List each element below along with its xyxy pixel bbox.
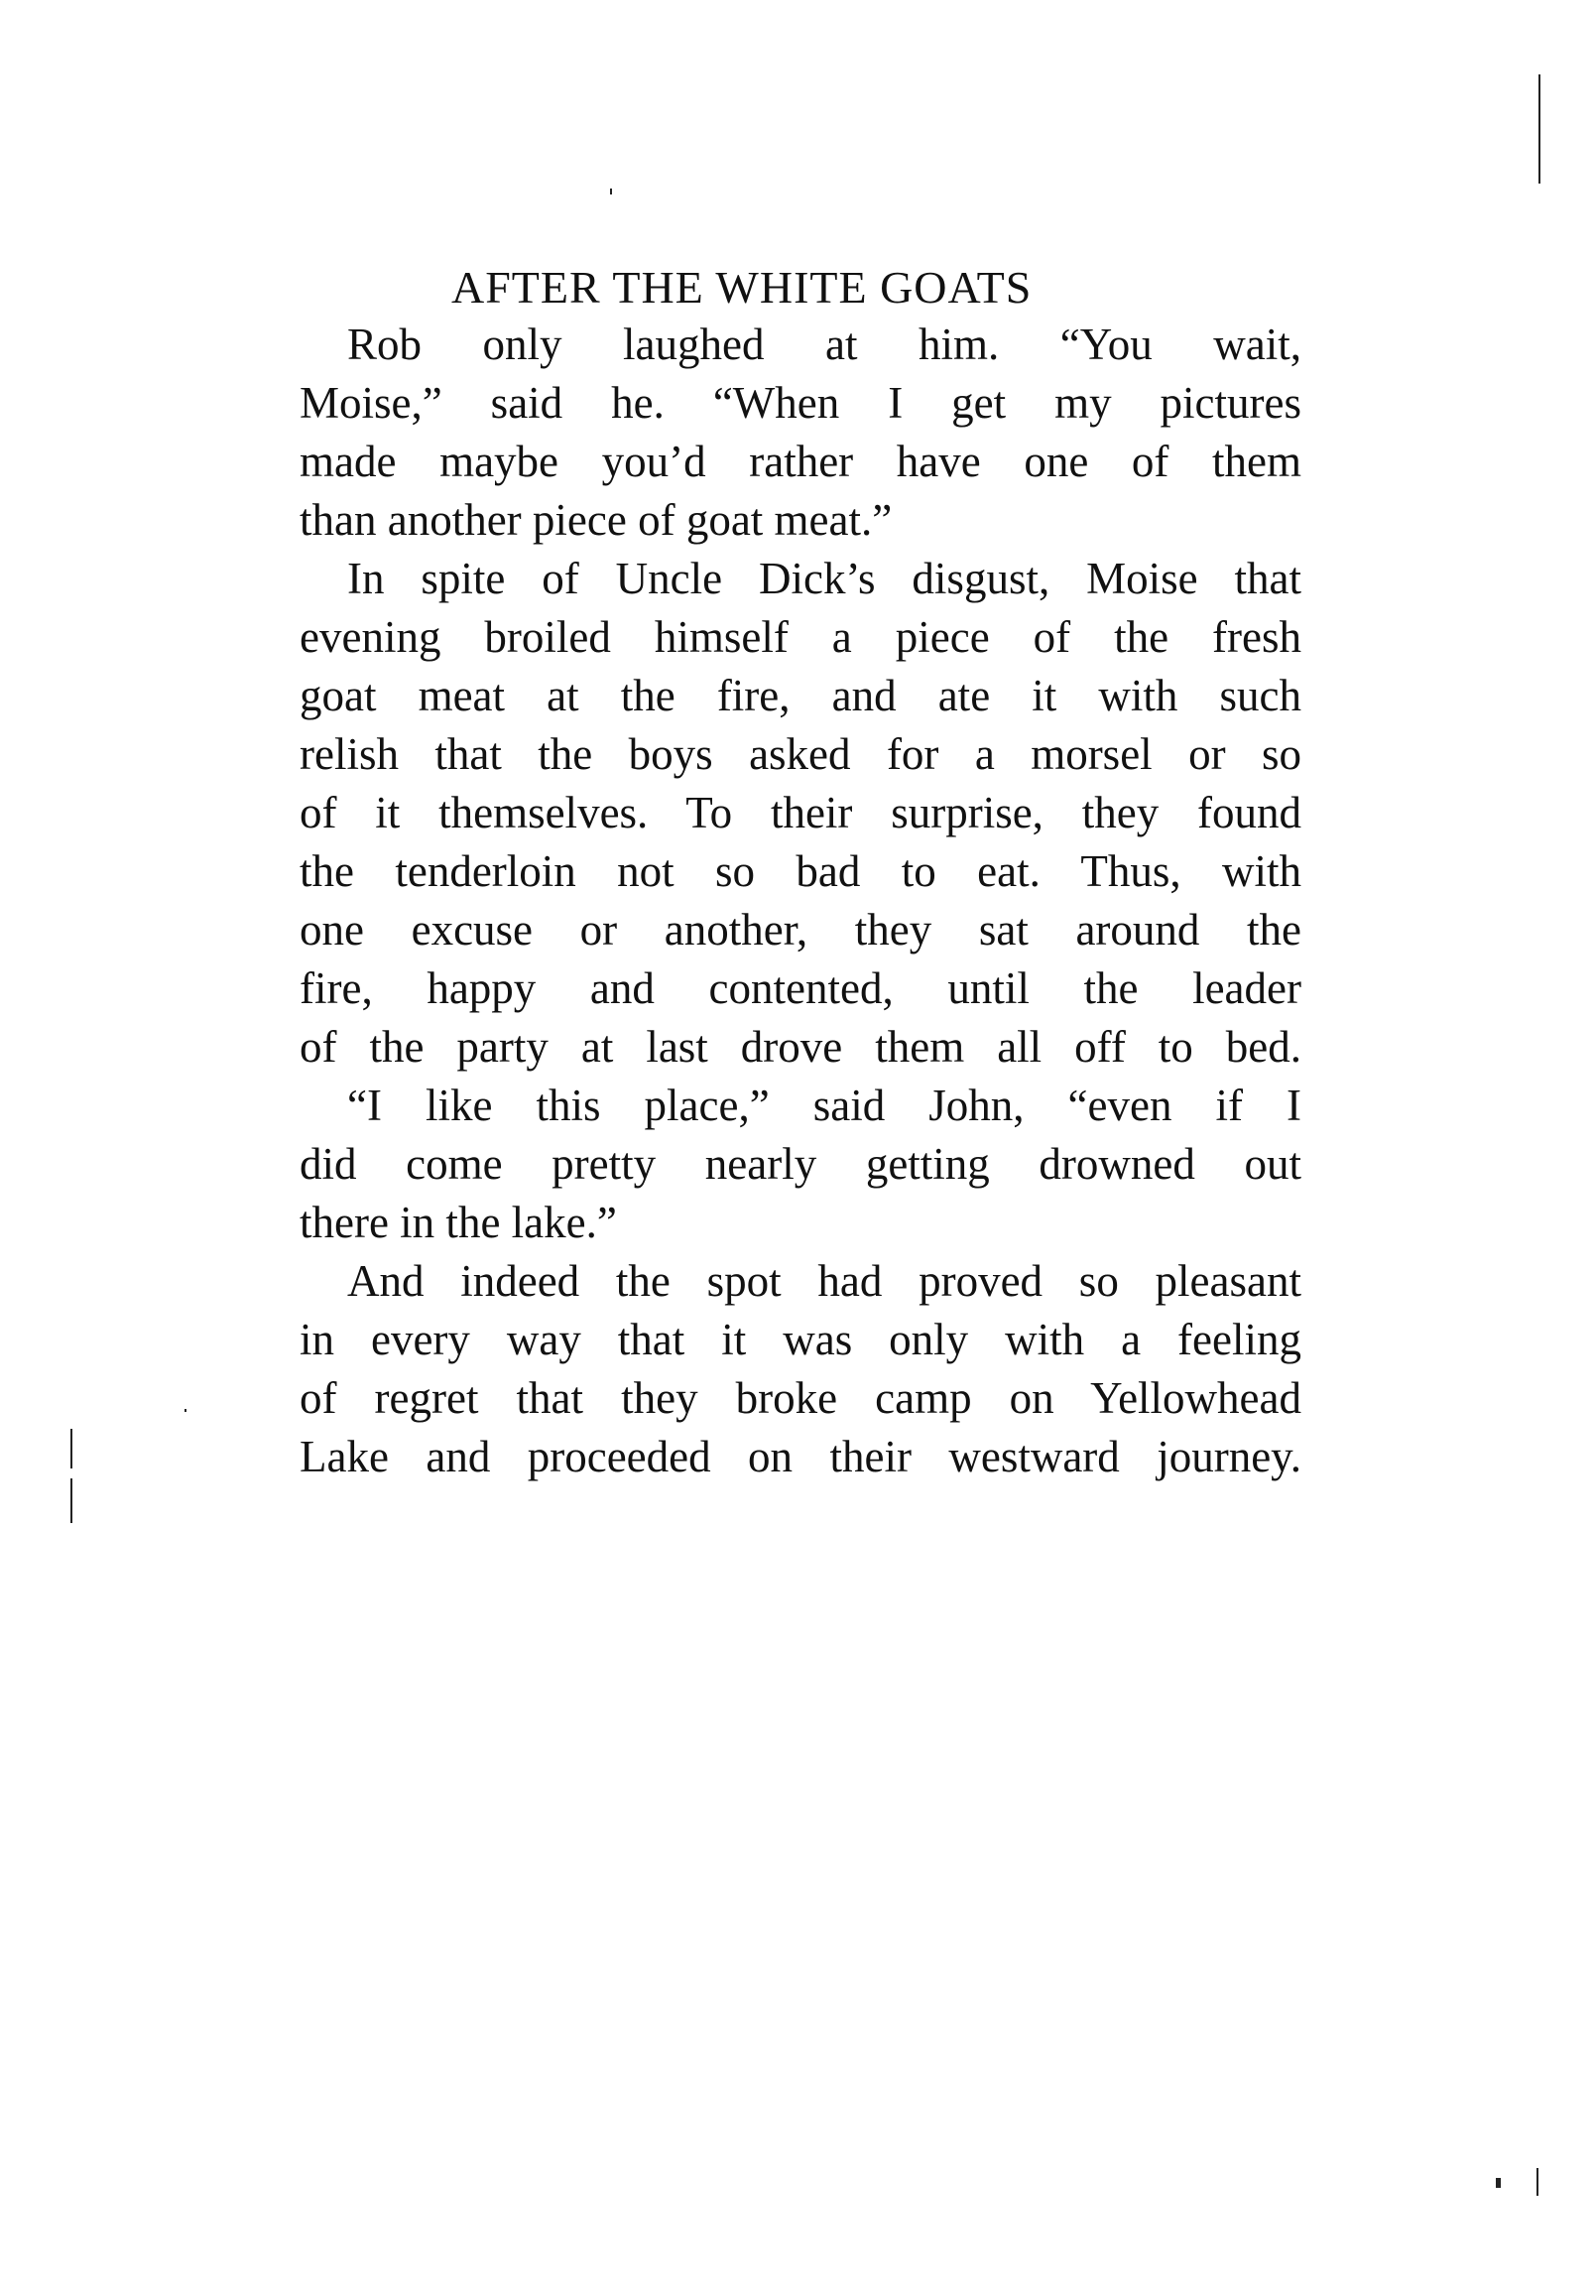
running-head: AFTER THE WHITE GOATS [451,262,1033,313]
text-line: there in the lake.” [300,1198,617,1247]
paragraph-1 [300,316,1301,550]
scan-mark [1536,2168,1538,2196]
text-line: Lake and proceeded on their westward journey. [300,1432,1301,1481]
paragraph-2 [300,550,1301,1077]
text-line: in every way that it was only with a feeling [300,1315,1301,1364]
body-text [300,316,1301,1486]
text-line: of it themselves. To their surprise, they found [300,788,1301,837]
text-line: made maybe you’d rather have one of them [300,437,1301,486]
text-line: did come pretty nearly getting drowned out [300,1139,1301,1189]
paragraph-4 [300,1252,1301,1486]
scan-mark [184,1409,186,1412]
scan-mark [70,1429,72,1468]
scan-mark [1538,74,1540,184]
scan-mark [70,1478,72,1523]
text-line: evening broiled himself a piece of the fresh [300,612,1301,662]
scan-mark [1496,2178,1501,2188]
text-line: of the party at last drove them all off to bed. [300,1022,1301,1072]
text-line: the tenderloin not so bad to eat. Thus, with [300,846,1301,896]
text-line: In spite of Uncle Dick’s disgust, Moise that [347,554,1301,603]
text-line: than another piece of goat meat.” [300,495,893,545]
text-line: of regret that they broke camp on Yellowhead [300,1373,1301,1423]
text-line: Moise,” said he. “When I get my pictures [300,378,1301,428]
text-line: goat meat at the fire, and ate it with such [300,671,1301,720]
text-line: And indeed the spot had proved so pleasant [347,1256,1301,1306]
text-line: “I like this place,” said John, “even if I [347,1081,1301,1130]
text-line: relish that the boys asked for a morsel or so [300,729,1301,779]
scan-mark [610,189,612,194]
text-line: Rob only laughed at him. “You wait, [347,319,1301,369]
text-line: one excuse or another, they sat around the [300,905,1301,955]
paragraph-3 [300,1077,1301,1252]
text-line: fire, happy and contented, until the leader [300,963,1301,1013]
